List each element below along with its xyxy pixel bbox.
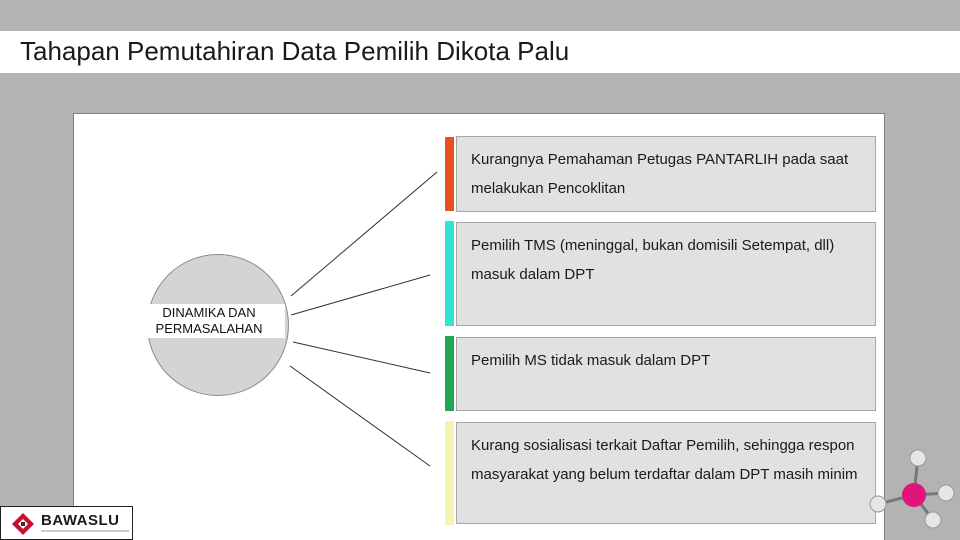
center-label-line2: PERMASALAHAN	[155, 321, 263, 336]
item-bar-4	[445, 421, 454, 525]
logo-text: BAWASLU	[41, 512, 120, 529]
item-text-2: Pemilih TMS (meninggal, bukan domisili Setempat, dll) masuk dalam DPT	[471, 237, 835, 283]
bawaslu-emblem-icon	[11, 512, 35, 536]
center-label	[133, 304, 285, 338]
logo-subline	[41, 530, 129, 532]
item-box-1	[456, 136, 876, 212]
item-text-3: Pemilih MS tidak masuk dalam DPT	[471, 352, 711, 369]
molecule-icon	[866, 446, 960, 540]
item-box-2	[456, 222, 876, 326]
item-bar-1	[445, 137, 454, 211]
page-title: Tahapan Pemutahiran Data Pemilih Dikota Palu	[20, 36, 570, 66]
item-bar-3	[445, 336, 454, 411]
item-bar-2	[445, 221, 454, 326]
item-box-4	[456, 422, 876, 524]
center-label-line1: DINAMIKA DAN	[162, 305, 256, 320]
bawaslu-logo	[0, 506, 133, 540]
item-box-3	[456, 337, 876, 411]
item-text-4: Kurang sosialisasi terkait Daftar Pemilih, sehingga respon masyarakat yang belum terdaftar dalam DPT masih minim	[471, 437, 858, 483]
item-text-1: Kurangnya Pemahaman Petugas PANTARLIH pada saat melakukan Pencoklitan	[471, 151, 849, 197]
